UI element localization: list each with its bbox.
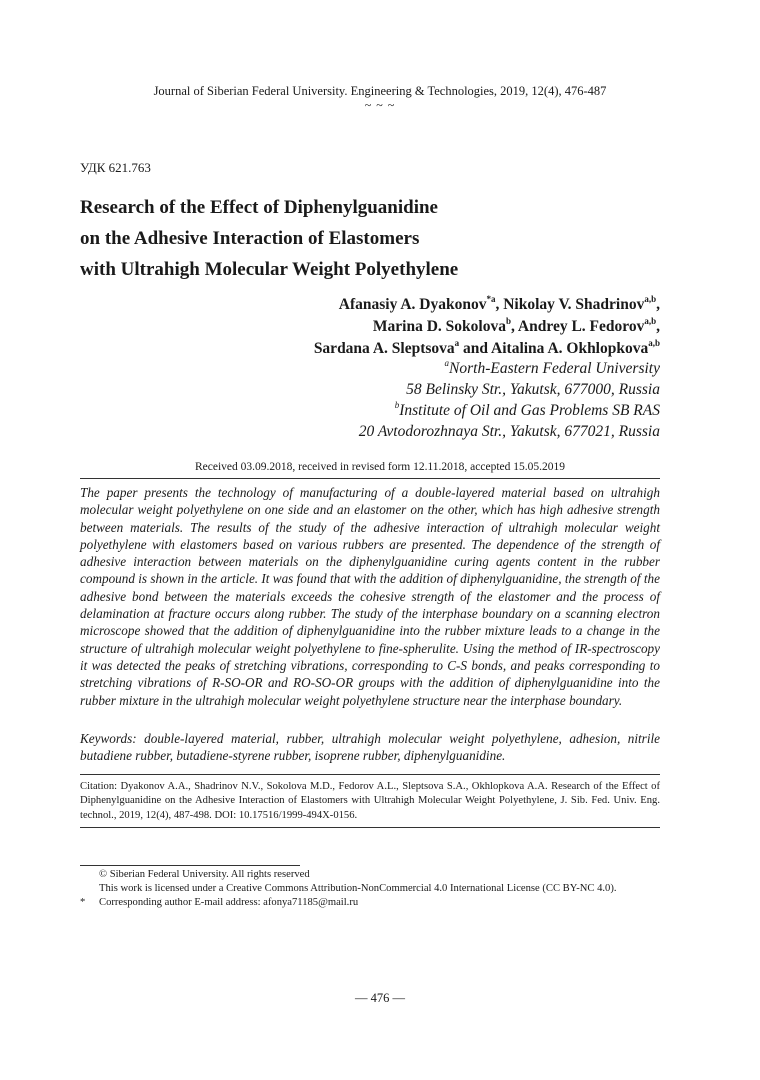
author-name: Marina D. Sokolova	[372, 318, 506, 335]
author-affiliation-mark: b	[505, 315, 511, 326]
author-separator: ,	[511, 318, 518, 335]
footnote-divider	[80, 865, 300, 866]
divider	[80, 774, 660, 775]
divider	[80, 478, 660, 479]
author-separator: ,	[656, 296, 660, 313]
affiliation-mark: a	[444, 357, 450, 368]
header-ornament: ~ ~ ~	[364, 98, 396, 112]
corresponding-author-note	[80, 896, 358, 910]
divider	[80, 827, 660, 828]
author-affiliation-mark: a,b	[648, 337, 660, 348]
page-number: — 476 —	[355, 991, 405, 1005]
author-name: Aitalina A. Okhlopkova	[491, 340, 649, 357]
author-name: Andrey L. Fedorov	[517, 318, 645, 335]
title-line: with Ultrahigh Molecular Weight Polyethylene	[80, 259, 459, 280]
affiliation-name: $^a$North-Eastern Federal University	[444, 357, 660, 377]
keywords: Keywords: double-layered material, rubber, ultrahigh molecular weight polyethylene, adhesion, nitrile butadiene rubber, butadiene-styrene rubber, isoprene rubber, diphenylguanidine.	[80, 731, 660, 764]
journal-header: Journal of Siberian Federal University. Engineering & Technologies, 2019, 12(4), 476-487	[153, 84, 607, 98]
footnote-mark: *	[80, 897, 86, 908]
abstract: The paper presents the technology of manufacturing of a double-layered material based on ultrahigh molecular weight polyethylene on one side and an elastomer on the other, which has high adhesive strength between materials. The results of the study of the adhesive interaction of ultrahigh molecular weight polyethylene with elastomers based on various rubbers are presented. The dependence of the strength of adhesive interaction between materials on the diphenylguanidine curing agents content in the rubber compound is shown in the article. It was found that with the addition of diphenylguanidine, the strength of the adhesive bond between the materials exceeds the cohesive strength of the elastomer and the process of delamination at fracture occurs along rubber. The study of the interphase boundary on a scanning electron microscope showed that the addition of diphenylguanidine into the rubber mixture leads to a change in the structure of ultrahigh molecular weight polyethylene to fine-spherulite. Using the method of IR-spectroscopy it was detected the peaks of stretching vibrations, corresponding to C-S bonds, and peaks corresponding to stretching vibrations of R-SO-OR and RO-SO-OR groups with the addition of diphenylguanidine into the rubber mixture in the ultrahigh molecular weight polyethylene structure near the interphase boundary.	[80, 485, 660, 708]
citation: Citation: Dyakonov A.A., Shadrinov N.V., Sokolova M.D., Fedorov A.L., Sleptsova S.A., Okhlopkova A.A. Research of the Effect of Diphenylguanidine on the Adhesive Interaction of Elastomers with Ultrahigh Molecular Weight Polyethylene, J. Sib. Fed. Univ. Eng. technol., 2019, 12(4), 487-498. DOI: 10.17516/1999-494X-0156.	[80, 781, 660, 821]
author-affiliation-mark: a	[454, 337, 460, 348]
affiliation-mark: b	[394, 399, 400, 410]
affiliation-address: 20 Avtodorozhnaya Str., Yakutsk, 677021, Russia	[358, 423, 660, 440]
author-separator: ,	[656, 318, 660, 335]
author-affiliation-mark: a,b	[644, 293, 657, 304]
paper-title	[80, 192, 458, 285]
title-line: on the Adhesive Interaction of Elastomers	[80, 228, 420, 249]
affiliations	[359, 358, 660, 442]
author-affiliation-mark: *a	[486, 293, 496, 304]
corresponding-author-email: Corresponding author E-mail address: afonya71185@mail.ru	[99, 897, 359, 908]
author-list	[314, 294, 660, 360]
author-separator: and	[459, 340, 492, 357]
author-line	[314, 316, 660, 338]
author-name: Sardana A. Sleptsova	[313, 340, 455, 357]
author-line	[314, 294, 660, 316]
author-affiliation-mark: a,b	[644, 315, 657, 326]
affiliation-name: $^b$Institute of Oil and Gas Problems SB RAS	[394, 399, 660, 419]
title-line: Research of the Effect of Diphenylguanidine	[80, 197, 438, 218]
author-name: Afanasiy A. Dyakonov	[338, 296, 487, 313]
received-dates: Received 03.09.2018, received in revised form 12.11.2018, accepted 15.05.2019	[194, 461, 566, 473]
affiliation-address: 58 Belinsky Str., Yakutsk, 677000, Russia	[406, 381, 660, 398]
copyright-note: © Siberian Federal University. All rights reserved	[99, 869, 310, 880]
author-name: Nikolay V. Shadrinov	[503, 296, 645, 313]
udk-code: УДК 621.763	[80, 160, 151, 175]
license-note: This work is licensed under a Creative Commons Attribution-NonCommercial 4.0 International License (CC BY-NC 4.0).	[99, 883, 617, 894]
author-line	[314, 338, 660, 360]
author-separator: ,	[495, 296, 504, 313]
